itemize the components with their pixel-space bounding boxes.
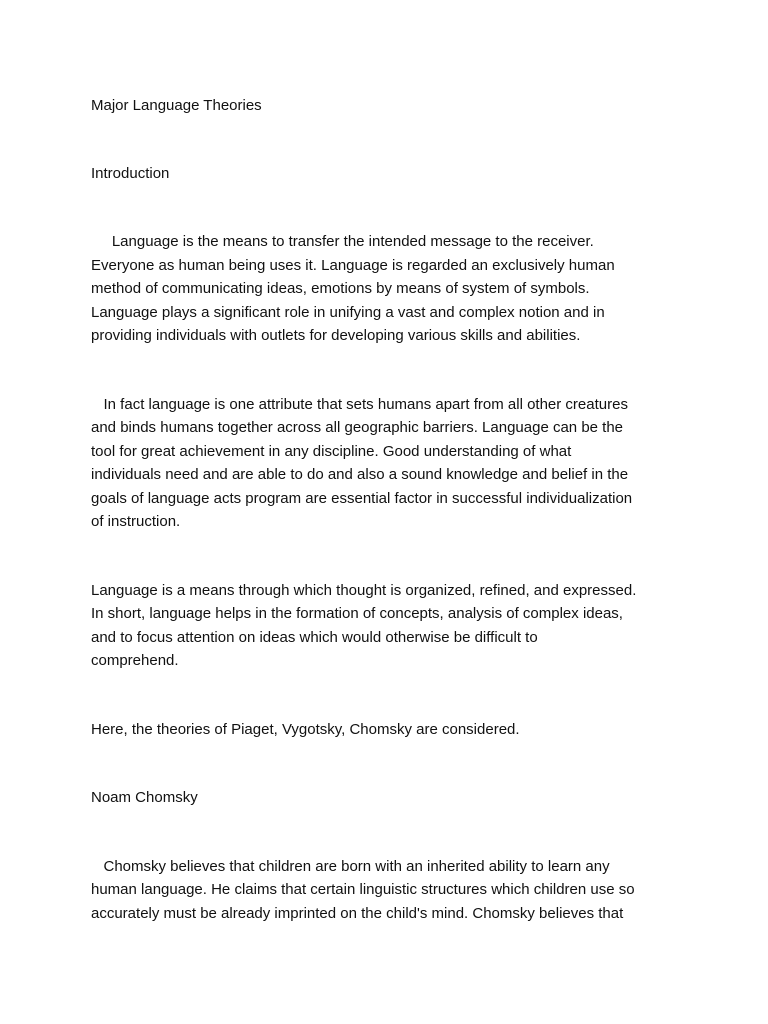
paragraph-1 [91, 230, 691, 348]
section-heading-noam-chomsky: Noam Chomsky [91, 789, 198, 806]
document-title: Major Language Theories [91, 97, 262, 114]
paragraph-line: comprehend. [91, 652, 179, 669]
paragraph-line: Chomsky believes that children are born with an inherited ability to learn any [91, 857, 610, 875]
paragraph-line: accurately must be already imprinted on the child's mind. Chomsky believes that [91, 904, 624, 922]
paragraph-line: goals of language acts program are essential factor in successful individualization [91, 489, 633, 507]
paragraph-line: and binds humans together across all geographic barriers. Language can be the [91, 419, 624, 436]
paragraph-line: Here, the theories of Piaget, Vygotsky, Chomsky are considered. [91, 720, 520, 738]
document-page [91, 94, 691, 970]
paragraph-line: method of communicating ideas, emotions by means of system of symbols. [91, 280, 590, 297]
paragraph-chomsky [91, 855, 691, 926]
paragraph-line: tool for great achievement in any discipline. Good understanding of what [91, 442, 572, 460]
paragraph-2 [91, 393, 691, 534]
paragraph-4 [91, 718, 691, 742]
paragraph-line: Language is a means through which thought is organized, refined, and expressed. [91, 581, 637, 599]
paragraph-line: Language plays a significant role in unifying a vast and complex notion and in [91, 303, 605, 321]
paragraph-line: In fact language is one attribute that sets humans apart from all other creatures [91, 395, 628, 413]
paragraph-line: In short, language helps in the formation of concepts, analysis of complex ideas, [91, 605, 623, 622]
section-heading-introduction: Introduction [91, 165, 170, 182]
paragraph-line: individuals need and are able to do and also a sound knowledge and belief in the [91, 466, 629, 483]
paragraph-line: providing individuals with outlets for developing various skills and abilities. [91, 327, 581, 344]
paragraph-line: human language. He claims that certain linguistic structures which children use so [91, 881, 635, 898]
paragraph-line: Language is the means to transfer the intended message to the receiver. [91, 233, 594, 250]
paragraph-3 [91, 579, 691, 673]
paragraph-line: and to focus attention on ideas which would otherwise be difficult to [91, 628, 538, 646]
paragraph-line: of instruction. [91, 513, 181, 530]
paragraph-line: Everyone as human being uses it. Language is regarded an exclusively human [91, 256, 615, 274]
